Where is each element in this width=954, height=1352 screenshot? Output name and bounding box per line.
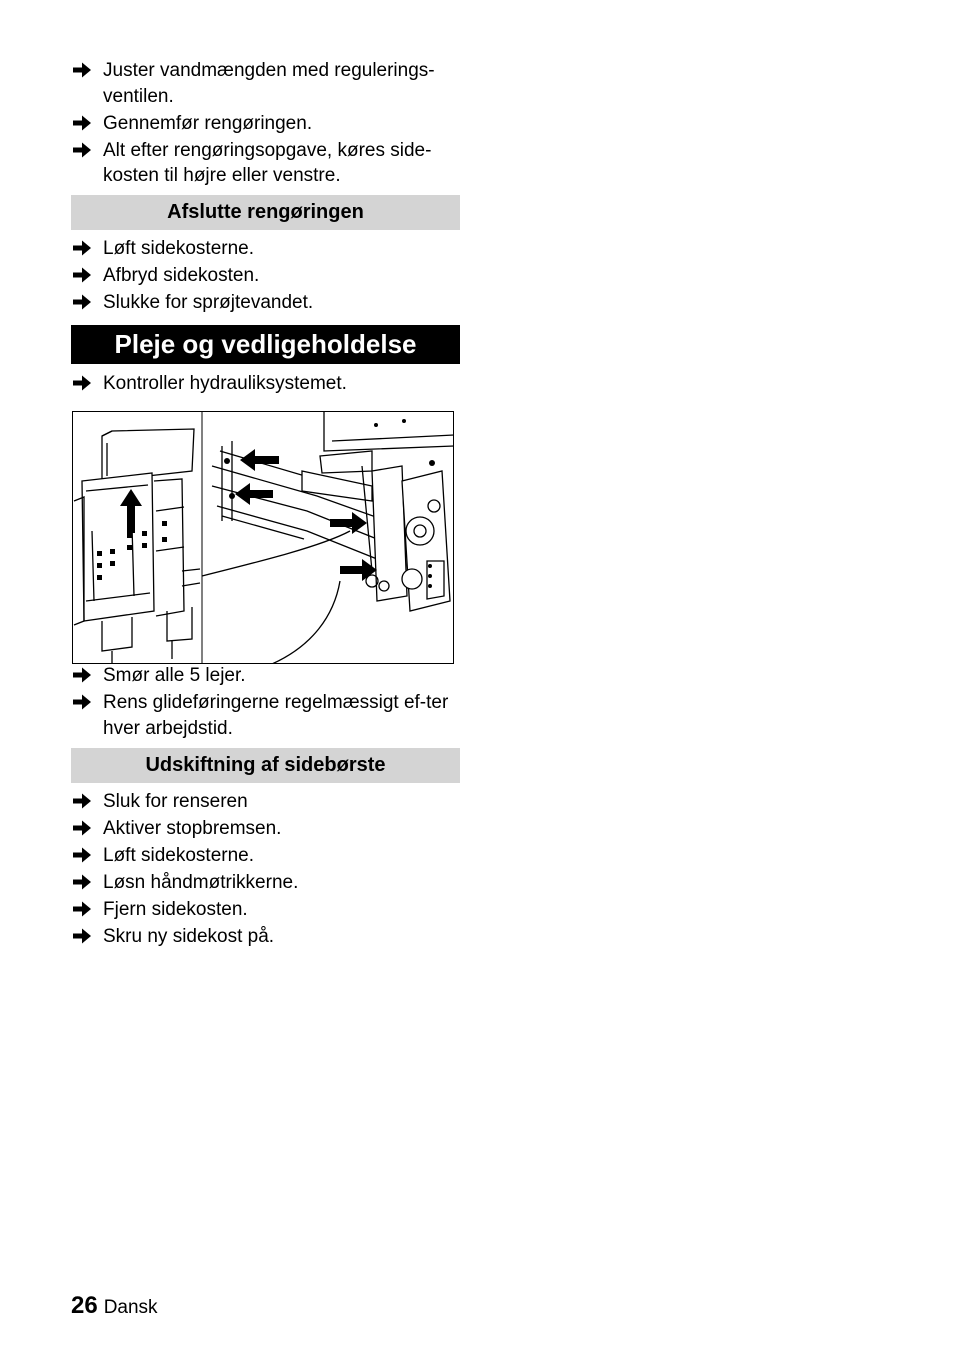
list-item: [71, 843, 460, 869]
list-item: [71, 897, 460, 923]
step-text: Løft sidekosterne.: [103, 238, 255, 259]
step-text: Juster vandmængden med regulerings-ventilen.: [103, 60, 435, 107]
arrow-right-icon: [72, 141, 92, 159]
arrow-right-icon: [72, 900, 92, 918]
step-text: Afbryd sidekosten.: [103, 265, 260, 286]
arrow-right-icon: [72, 819, 92, 837]
step-text: Slukke for sprøjtevandet.: [103, 292, 314, 313]
arrow-right-icon: [72, 374, 92, 392]
finish-steps-block: [71, 236, 460, 317]
step-text: Sluk for renseren: [103, 791, 248, 812]
list-item: [71, 58, 460, 109]
arrow-right-icon: [72, 293, 92, 311]
step-text: Fjern sidekosten.: [103, 899, 248, 920]
list-item: [71, 138, 460, 189]
list-item: [71, 236, 460, 262]
list-item: [71, 924, 460, 950]
list-item: [71, 263, 460, 289]
care-steps-before-block: [71, 371, 460, 398]
arrow-right-icon: [72, 873, 92, 891]
section-heading-care: Pleje og vedligeholdelse: [71, 325, 460, 364]
step-text: Rens glideføringerne regelmæssigt ef-ter hver arbejdstid.: [103, 692, 449, 739]
list-item: [71, 290, 460, 316]
arrow-right-icon: [72, 792, 92, 810]
list-item: [71, 789, 460, 815]
page-number: 26: [71, 1292, 98, 1319]
step-text: Alt efter rengøringsopgave, køres side-kosten til højre eller venstre.: [103, 139, 432, 186]
intro-steps-block: [71, 58, 460, 190]
arrow-right-icon: [72, 114, 92, 132]
list-item: [71, 816, 460, 842]
arrow-right-icon: [72, 61, 92, 79]
step-text: Løsn håndmøtrikkerne.: [103, 872, 299, 893]
list-item: [71, 111, 460, 137]
step-text: Smør alle 5 lejer.: [103, 665, 246, 686]
step-text: Kontroller hydrauliksystemet.: [103, 373, 347, 394]
arrow-right-icon: [72, 927, 92, 945]
step-text: Aktiver stopbremsen.: [103, 818, 282, 839]
page-language: Dansk: [103, 1297, 158, 1318]
list-item: [71, 870, 460, 896]
list-item: [71, 690, 460, 741]
replace-steps-block: [71, 789, 460, 951]
list-item: [71, 663, 460, 689]
section-heading-finish: Afslutte rengøringen: [71, 195, 460, 230]
step-text: Gennemfør rengøringen.: [103, 112, 313, 134]
arrow-right-icon: [72, 266, 92, 284]
arrow-right-icon: [72, 846, 92, 864]
section-heading-replace: Udskiftning af sidebørste: [71, 748, 460, 783]
arrow-right-icon: [72, 239, 92, 257]
step-text: Skru ny sidekost på.: [103, 926, 275, 947]
arrow-right-icon: [72, 666, 92, 684]
page-footer: [71, 1292, 158, 1320]
hydraulic-illustration: [72, 411, 454, 664]
list-item: [71, 371, 460, 397]
care-steps-after-block: [71, 663, 460, 743]
step-text: Løft sidekosterne.: [103, 845, 255, 866]
arrow-right-icon: [72, 693, 92, 711]
